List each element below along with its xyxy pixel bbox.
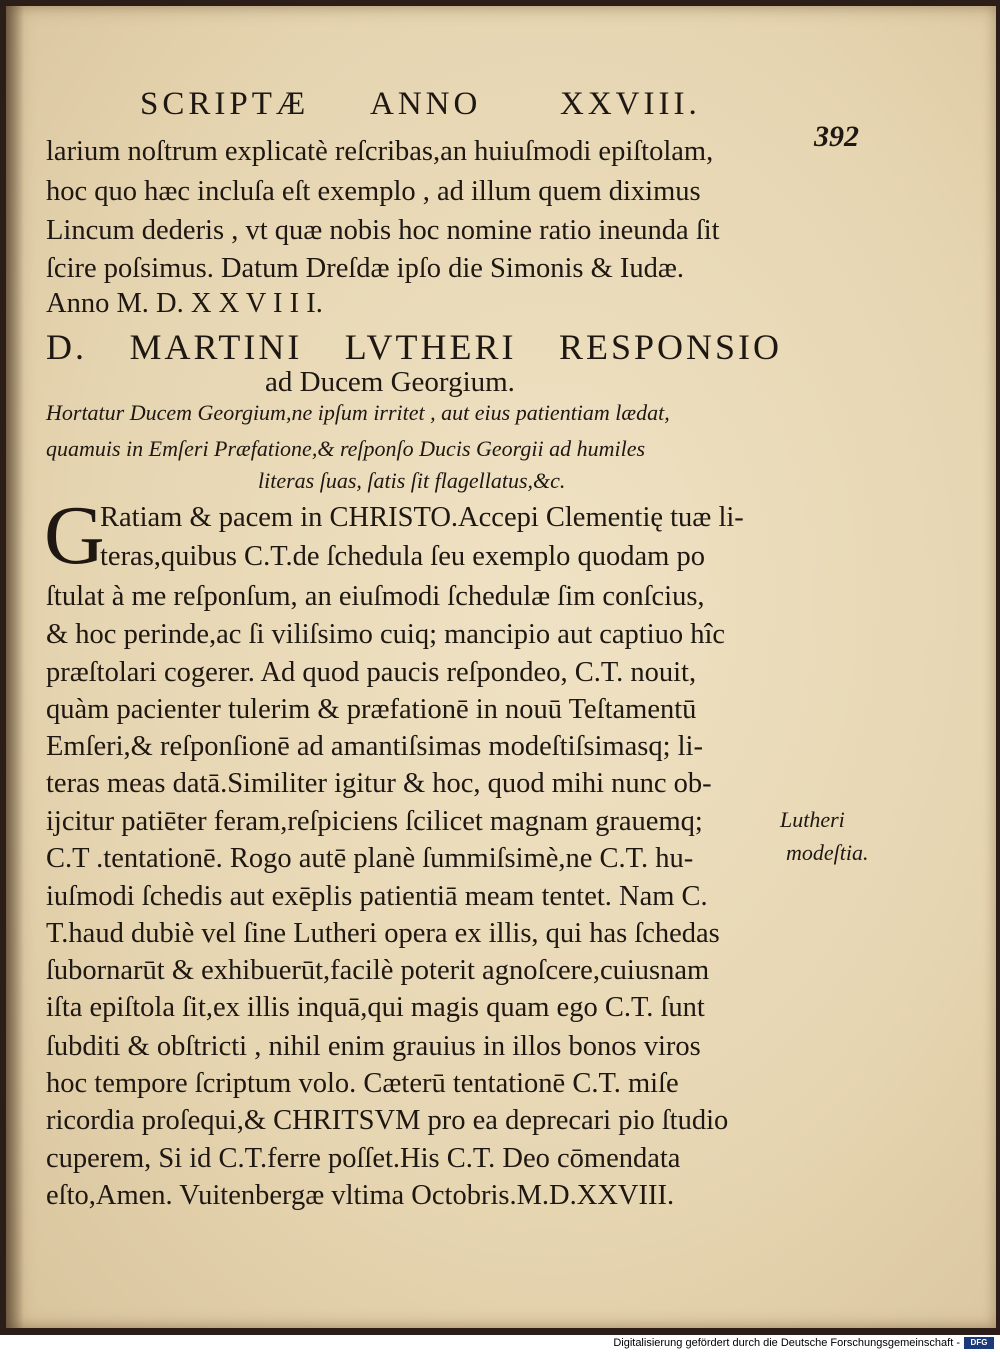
body-line: teras meas datā.Similiter igitur & hoc, quod mihi nunc ob- bbox=[46, 768, 712, 799]
body-line: iuſmodi ſchedis aut exēplis patientiā meam tentet. Nam C. bbox=[46, 881, 708, 912]
running-header-word-3: XXVIII. bbox=[560, 86, 701, 122]
body-line: cuperem, Si id C.T.ferre poſſet.His C.T. Deo cōmendata bbox=[46, 1143, 681, 1174]
body-line: T.haud dubiè vel ſine Lutheri opera ex illis, qui has ſchedas bbox=[46, 918, 720, 949]
letter-close-line: Anno M. D. X X V I I I. bbox=[46, 288, 323, 319]
body-line: ricordia proſequi,& CHRITSVM pro ea deprecari pio ſtudio bbox=[46, 1105, 729, 1136]
body-line: Ratiam & pacem in CHRISTO.Accepi Clementię tuæ li- bbox=[100, 502, 744, 533]
body-line: eſto,Amen. Vuitenbergæ vltima Octobris.M.D.XXVIII. bbox=[46, 1180, 675, 1211]
letter-close-line: larium noſtrum explicatè reſcribas,an huiuſmodi epiſtolam, bbox=[46, 136, 714, 167]
section-title: D. MARTINI LVTHERI RESPONSIO bbox=[46, 327, 782, 367]
body-line: præſtolari cogerer. Ad quod paucis reſpondeo, C.T. nouit, bbox=[46, 657, 697, 688]
letter-close-line: ſcire poſsimus. Datum Dreſdæ ipſo die Simonis & Iudæ. bbox=[46, 253, 685, 284]
body-line: Emſeri,& reſponſionē ad amantiſsimas modeſtiſsimasq; li- bbox=[46, 731, 703, 762]
digitization-footer bbox=[0, 1335, 1000, 1352]
margin-note-line: modeſtia. bbox=[786, 840, 869, 865]
body-line: quàm pacienter tulerim & præfationē in nouū Teſtamentū bbox=[46, 694, 697, 725]
dfg-logo: DFG bbox=[964, 1337, 994, 1349]
body-line: iſta epiſtola ſit,ex illis inquā,qui magis quam ego C.T. ſunt bbox=[46, 992, 705, 1023]
page-gutter-shadow bbox=[6, 6, 24, 1328]
summary-line: quamuis in Emſeri Præfatione,& reſponſo Ducis Georgii ad humiles bbox=[46, 436, 646, 461]
body-line: teras,quibus C.T.de ſchedula ſeu exemplo quodam po bbox=[100, 541, 705, 572]
folio-number: 392 bbox=[814, 120, 859, 153]
body-line: ſubornarūt & exhibuerūt,facilè poterit agnoſcere,cuiusnam bbox=[46, 955, 710, 986]
summary-line: literas ſuas, ſatis ſit flagellatus,&c. bbox=[258, 468, 566, 493]
body-line: ijcitur patiēter feram,reſpiciens ſcilicet magnam grauemq; bbox=[46, 806, 703, 837]
body-line: ſubditi & obſtricti , nihil enim grauius in illos bonos viros bbox=[46, 1031, 701, 1062]
letter-close-line: hoc quo hæc incluſa eſt exemplo , ad illum quem diximus bbox=[46, 176, 701, 207]
margin-note-line: Lutheri bbox=[780, 807, 845, 832]
body-line: ſtulat à me reſponſum, an eiuſmodi ſchedulæ ſim conſcius, bbox=[46, 581, 705, 612]
body-line: & hoc perinde,ac ſi viliſsimo cuiq; mancipio aut captiuo hîc bbox=[46, 619, 726, 650]
summary-line: Hortatur Ducem Georgium,ne ipſum irritet , aut eius patientiam lædat, bbox=[46, 400, 670, 425]
running-header-word-1: SCRIPTÆ bbox=[140, 86, 310, 122]
footer-credit: Digitalisierung gefördert durch die Deutsche Forschungsgemeinschaft - bbox=[613, 1337, 960, 1349]
section-subtitle: ad Ducem Georgium. bbox=[265, 366, 515, 398]
body-line: C.T .tentationē. Rogo autē planè ſummiſsimè,ne C.T. hu- bbox=[46, 843, 694, 874]
body-line: hoc tempore ſcriptum volo. Cæterū tentationē C.T. miſe bbox=[46, 1068, 679, 1099]
running-header-word-2: ANNO bbox=[370, 86, 482, 122]
drop-cap: G bbox=[44, 489, 105, 582]
letter-close-line: Lincum dederis , vt quæ nobis hoc nomine ratio ineunda ſit bbox=[46, 215, 720, 246]
